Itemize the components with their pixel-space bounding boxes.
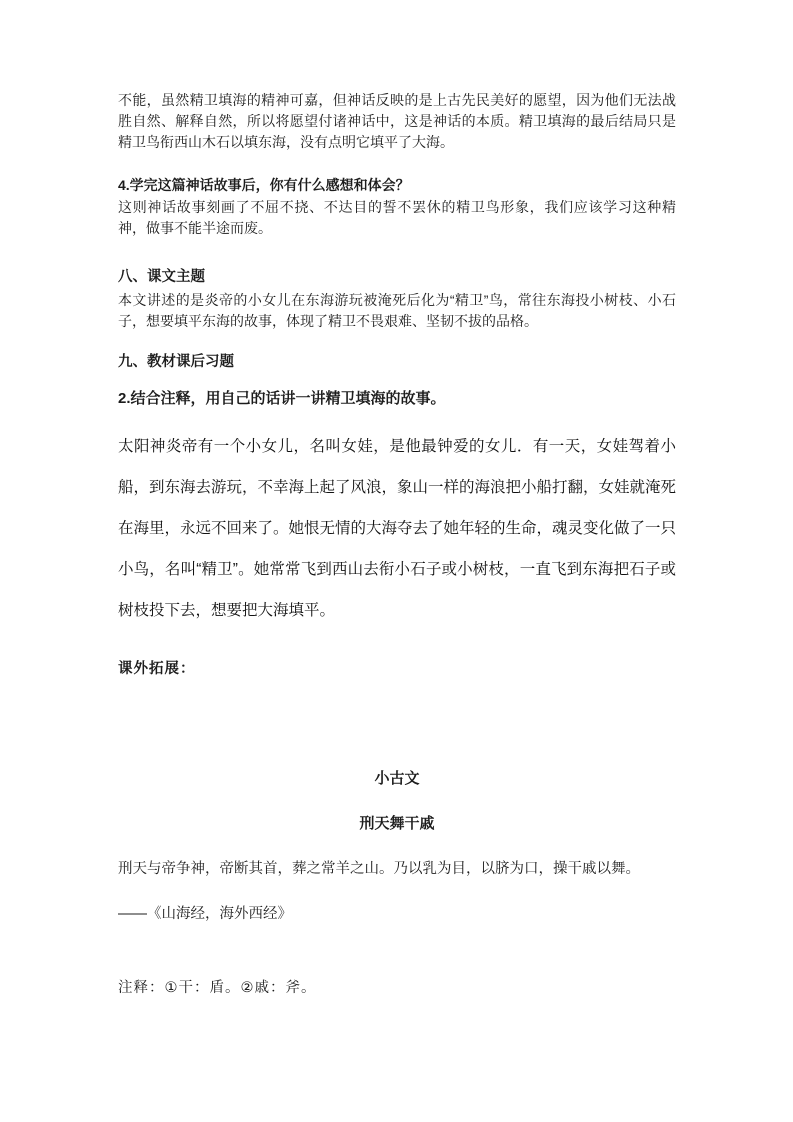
section-8-body: 本文讲述的是炎帝的小女儿在东海游玩被淹死后化为“精卫”鸟，常往东海投小树枝、小石子，想要填平东海的故事，体现了精卫不畏艰难、坚韧不拔的品格。 bbox=[118, 292, 676, 329]
section-8-heading: 八、课文主题 bbox=[118, 269, 205, 285]
classic-text-title: 刑天舞干戚 bbox=[359, 815, 435, 832]
section-9-heading: 九、教材课后习题 bbox=[118, 354, 234, 370]
classic-text-source: ——《山海经，海外西经》 bbox=[118, 906, 292, 922]
story-retell-paragraph: 太阳神炎帝有一个小女儿，名叫女娃，是他最钟爱的女儿．有一天，女娃驾着小船，到东海去游玩，不幸海上起了风浪，象山一样的海浪把小船打翻，女娃就淹死在海里，永远不回来了。她恨无情的大海夺去了她年轻的生命，魂灵变化做了一只小鸟，名叫“精卫”。她常常飞到西山去衔小石子或小树枝，一直飞到东海把石子或树枝投下去，想要把大海填平。 bbox=[118, 438, 677, 619]
classic-text-body: 刑天与帝争神，帝断其首，葬之常羊之山。乃以乳为目，以脐为口，操干戚以舞。 bbox=[118, 861, 640, 877]
question-2-heading: 2.结合注释，用自己的话讲一讲精卫填海的故事。 bbox=[118, 390, 446, 407]
paragraph-answer-myth-essence: 不能，虽然精卫填海的精神可嘉，但神话反映的是上古先民美好的愿望，因为他们无法战胜自然、解释自然，所以将愿望付诸神话中，这是神话的本质。精卫填海的最后结局只是精卫鸟衔西山木石以填东海，没有点明它填平了大海。 bbox=[118, 92, 676, 150]
annotation-notes: 注释：①干：盾。②戚：斧。 bbox=[118, 980, 317, 996]
question-4-heading: 4.学完这篇神话故事后，你有什么感想和体会？ bbox=[118, 177, 410, 193]
extension-label: 课外拓展： bbox=[118, 661, 196, 677]
mini-classic-section-title: 小古文 bbox=[374, 770, 420, 787]
question-4-answer: 这则神话故事刻画了不屈不挠、不达目的誓不罢休的精卫鸟形象，我们应该学习这种精神，做事不能半途而废。 bbox=[118, 199, 676, 236]
